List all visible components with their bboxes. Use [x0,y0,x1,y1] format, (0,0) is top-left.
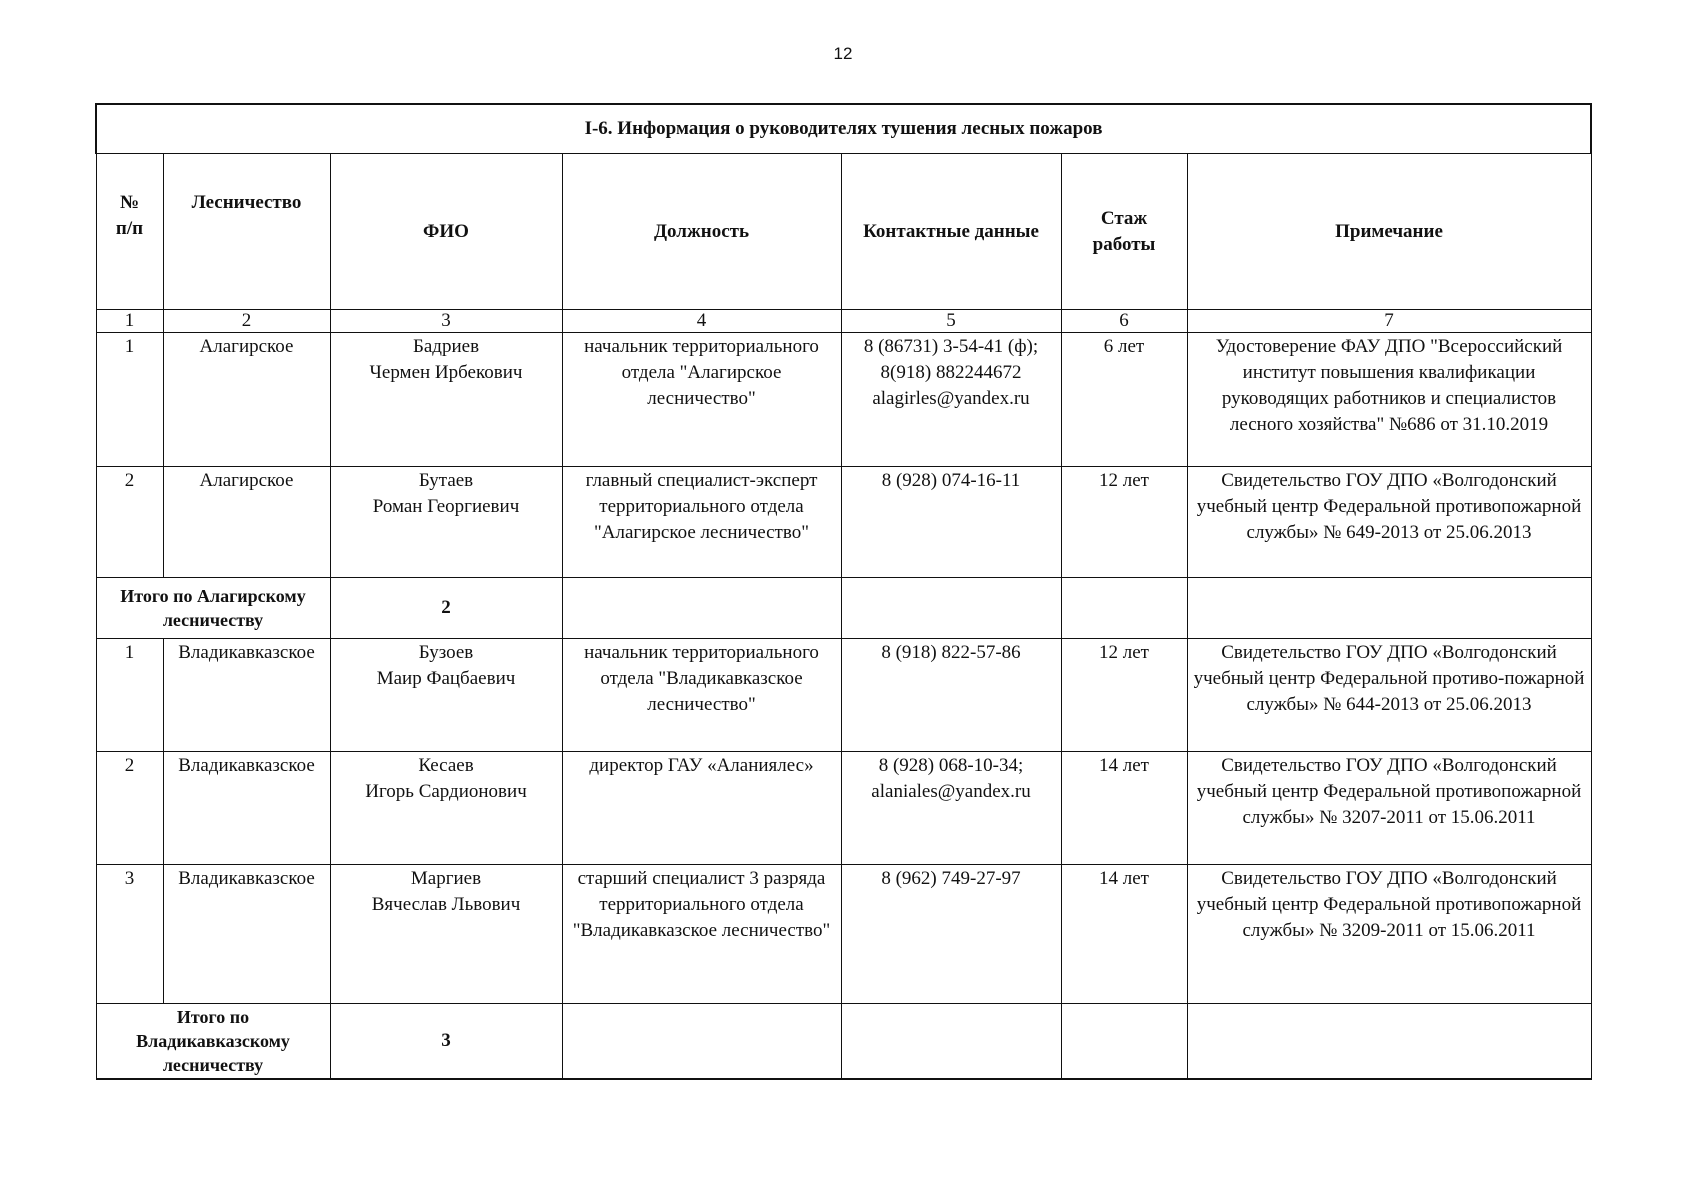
page-number: 12 [833,44,853,63]
row-note: Свидетельство ГОУ ДПО «Волгодонский учебный центр Федеральной противопожарной службы» № 3209-2011 от 15.06.2011 [1187,865,1591,1004]
row-note: Свидетельство ГОУ ДПО «Волгодонский учебный центр Федеральной противопожарной службы» № 3207-2011 от 15.06.2011 [1187,752,1591,865]
row-forestry: Алагирское [163,467,330,578]
column-number: 6 [1061,310,1187,333]
row-num: 3 [96,865,163,1004]
row-contact-line: 8 (928) 068-10-34; [878,755,1024,776]
header-num-line2: п/п [115,218,144,239]
row-surname: Бутаев [418,470,474,491]
empty-cell [562,1004,841,1080]
row-contact-line: 8 (962) 749-27-97 [881,868,1021,889]
total-count: 2 [330,578,562,639]
row-experience: 6 лет [1061,333,1187,467]
row-surname: Кесаев [418,755,474,776]
row-given-names: Чермен Ирбекович [369,362,523,383]
row-contacts [841,752,1061,865]
row-experience: 14 лет [1061,865,1187,1004]
row-surname: Маргиев [410,868,482,889]
row-note: Свидетельство ГОУ ДПО «Волгодонский учебный центр Федеральной противопожарной службы» № 649-2013 от 25.06.2013 [1187,467,1591,578]
table-row [96,467,1591,578]
total-row [96,1004,1591,1080]
row-fio [330,865,562,1004]
empty-cell [841,1004,1061,1080]
row-contacts [841,865,1061,1004]
row-given-names: Игорь Сардионович [365,781,527,802]
row-fio [330,639,562,752]
row-fio [330,752,562,865]
row-contact-line: 8 (86731) 3-54-41 (ф); [863,336,1039,357]
header-note: Примечание [1187,154,1591,310]
row-contact-line: 8(918) 882244672 [880,362,1022,383]
table-row [96,752,1591,865]
empty-cell [1061,578,1187,639]
table-row [96,333,1591,467]
column-number: 7 [1187,310,1591,333]
header-experience-line1: Стаж [1100,207,1148,229]
row-position: начальник территориального отдела "Владикавказское лесничество" [562,639,841,752]
row-note: Свидетельство ГОУ ДПО «Волгодонский учебный центр Федеральной противо-пожарной службы» № 644-2013 от 25.06.2013 [1187,639,1591,752]
row-contacts [841,467,1061,578]
row-position: директор ГАУ «Аланиялес» [562,752,841,865]
row-num: 2 [96,752,163,865]
row-num: 1 [96,333,163,467]
row-experience: 12 лет [1061,467,1187,578]
row-contact-line: alagirles@yandex.ru [872,388,1030,409]
row-position: старший специалист 3 разряда территориального отдела "Владикавказское лесничество" [562,865,841,1004]
empty-cell [1187,1004,1591,1080]
forest-fire-leaders-table [95,103,1592,1080]
header-fio: ФИО [330,154,562,310]
header-num-line1: № [119,192,140,213]
header-contacts: Контактные данные [841,154,1061,310]
column-number: 3 [330,310,562,333]
empty-cell [841,578,1061,639]
column-number: 2 [163,310,330,333]
row-position: главный специалист-эксперт территориального отдела "Алагирское лесничество" [562,467,841,578]
table-title: I-6. Информация о руководителях тушения лесных пожаров [96,104,1591,154]
header-experience [1061,154,1187,310]
total-label: Итого по Владикавказскому лесничеству [96,1004,330,1080]
header-num [96,154,163,310]
row-contact-line: 8 (928) 074-16-11 [881,470,1021,491]
table-header-row [96,154,1591,310]
header-position: Должность [562,154,841,310]
row-num: 1 [96,639,163,752]
total-row [96,578,1591,639]
column-number: 4 [562,310,841,333]
row-forestry: Владикавказское [163,639,330,752]
row-surname: Бадриев [412,336,480,357]
column-number: 1 [96,310,163,333]
row-contacts [841,639,1061,752]
header-experience-line2: работы [1092,233,1156,255]
table-row [96,639,1591,752]
row-given-names: Вячеслав Львович [371,894,521,915]
total-label: Итого по Алагирскому лесничеству [96,578,330,639]
row-note: Удостоверение ФАУ ДПО "Всероссийский институт повышения квалификации руководящих работников и специалистов лесного хозяйства" №686 от 31.10.2019 [1187,333,1591,467]
row-given-names: Маир Фацбаевич [376,668,516,689]
row-experience: 12 лет [1061,639,1187,752]
total-count: 3 [330,1004,562,1080]
row-contact-line: alaniales@yandex.ru [871,781,1031,802]
row-position: начальник территориального отдела "Алагирское лесничество" [562,333,841,467]
column-numbers-row [96,310,1591,333]
row-fio [330,333,562,467]
row-surname: Бузоев [418,642,474,663]
row-given-names: Роман Георгиевич [372,496,520,517]
empty-cell [1061,1004,1187,1080]
row-forestry: Владикавказское [163,752,330,865]
row-num: 2 [96,467,163,578]
row-forestry: Владикавказское [163,865,330,1004]
empty-cell [1187,578,1591,639]
column-number: 5 [841,310,1061,333]
row-contact-line: 8 (918) 822-57-86 [881,642,1021,663]
row-fio [330,467,562,578]
row-contacts [841,333,1061,467]
empty-cell [562,578,841,639]
header-forestry: Лесничество [163,154,330,310]
row-experience: 14 лет [1061,752,1187,865]
row-forestry: Алагирское [163,333,330,467]
table-row [96,865,1591,1004]
